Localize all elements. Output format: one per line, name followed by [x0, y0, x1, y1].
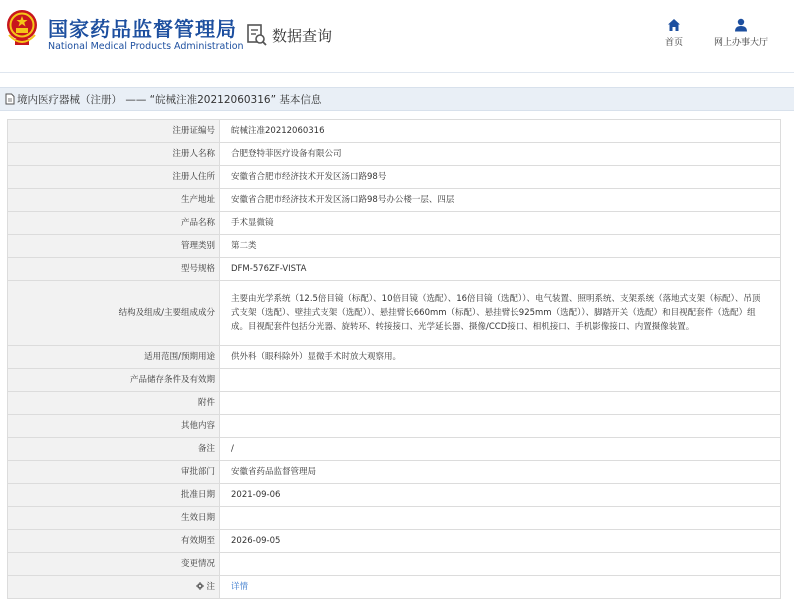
row-label: 产品储存条件及有效期: [8, 369, 220, 392]
row-label: 注册人名称: [8, 143, 220, 166]
row-value: /: [220, 438, 781, 461]
table-row: [8, 484, 781, 507]
row-label: 产品名称: [8, 212, 220, 235]
row-value: 手术显微镜: [220, 212, 781, 235]
table-row: [8, 212, 781, 235]
table-row: [8, 507, 781, 530]
row-value: [220, 507, 781, 530]
table-row: [8, 369, 781, 392]
row-label: 注册人住所: [8, 166, 220, 189]
table-row: [8, 235, 781, 258]
table-row: [8, 461, 781, 484]
row-value: 安徽省药品监督管理局: [220, 461, 781, 484]
table-row: [8, 258, 781, 281]
row-label: 附件: [8, 392, 220, 415]
row-value: [220, 553, 781, 576]
nav-online-office-label: 网上办事大厅: [713, 38, 768, 48]
brand-subtitle: National Medical Products Administration: [48, 41, 244, 52]
registration-info-table: [7, 119, 781, 599]
row-label: 备注: [8, 438, 220, 461]
table-row: [8, 576, 781, 599]
row-label: 注册证编号: [8, 120, 220, 143]
row-value: 合肥登特菲医疗设备有限公司: [220, 143, 781, 166]
data-query-title: 数据查询: [272, 26, 333, 45]
row-value: 主要由光学系统（12.5倍目镜（标配）、10倍目镜（选配）、16倍目镜（选配））、电气装置、照明系统、支架系统（落地式支架（标配）、吊顶式支架（选配）、壁挂式支架（选配））、悬挂臂长660mm（标配）、悬挂臂长925mm（选配））、脚踏开关（选配）和目视配套件（选配）组成。目视配套件包括分光器、旋转环、转接接口、光学延长器、摄像/CCD接口、相机接口、手机影像接口、内置摄像装置。: [220, 281, 781, 346]
table-row: [8, 189, 781, 212]
data-query-section[interactable]: [246, 22, 332, 48]
row-label: 变更情况: [8, 553, 220, 576]
note-label: 注: [206, 582, 215, 592]
row-value: [220, 415, 781, 438]
document-icon: [5, 93, 15, 105]
gear-icon: [196, 582, 204, 590]
site-header: [0, 0, 794, 73]
table-row: [8, 120, 781, 143]
row-value: 2021-09-06: [220, 484, 781, 507]
nav-online-office[interactable]: [706, 18, 776, 48]
row-value: 第二类: [220, 235, 781, 258]
row-value: 供外科（眼科除外）显微手术时放大观察用。: [220, 346, 781, 369]
table-row: [8, 281, 781, 346]
nav-home[interactable]: [662, 18, 686, 48]
note-label-cell: [8, 576, 220, 599]
row-value: 安徽省合肥市经济技术开发区汤口路98号: [220, 166, 781, 189]
brand-title[interactable]: 国家药品监督管理局: [48, 17, 237, 41]
row-label: 生效日期: [8, 507, 220, 530]
row-value: [220, 392, 781, 415]
row-value: DFM-576ZF-VISTA: [220, 258, 781, 281]
note-value-cell: [220, 576, 781, 599]
table-row: [8, 166, 781, 189]
home-icon: [667, 18, 681, 32]
row-label: 适用范围/预期用途: [8, 346, 220, 369]
row-label: 结构及组成/主要组成成分: [8, 281, 220, 346]
table-row: [8, 553, 781, 576]
table-row: [8, 346, 781, 369]
row-value: 2026-09-05: [220, 530, 781, 553]
row-label: 审批部门: [8, 461, 220, 484]
user-icon: [734, 18, 748, 32]
nav-home-label: 首页: [664, 38, 683, 48]
table-row: [8, 530, 781, 553]
table-row: [8, 438, 781, 461]
row-label: 型号规格: [8, 258, 220, 281]
breadcrumb: [0, 87, 794, 111]
breadcrumb-text: 境内医疗器械（注册） —— “皖械注准20212060316” 基本信息: [17, 93, 322, 106]
row-label: 管理类别: [8, 235, 220, 258]
national-emblem-icon: [6, 9, 38, 47]
row-value: 皖械注准20212060316: [220, 120, 781, 143]
row-label: 有效期至: [8, 530, 220, 553]
table-row: [8, 392, 781, 415]
row-value: [220, 369, 781, 392]
row-label: 生产地址: [8, 189, 220, 212]
table-row: [8, 143, 781, 166]
row-label: 其他内容: [8, 415, 220, 438]
details-link[interactable]: 详情: [231, 582, 249, 592]
data-query-icon: [246, 23, 268, 47]
row-value: 安徽省合肥市经济技术开发区汤口路98号办公楼一层、四层: [220, 189, 781, 212]
row-label: 批准日期: [8, 484, 220, 507]
table-row: [8, 415, 781, 438]
